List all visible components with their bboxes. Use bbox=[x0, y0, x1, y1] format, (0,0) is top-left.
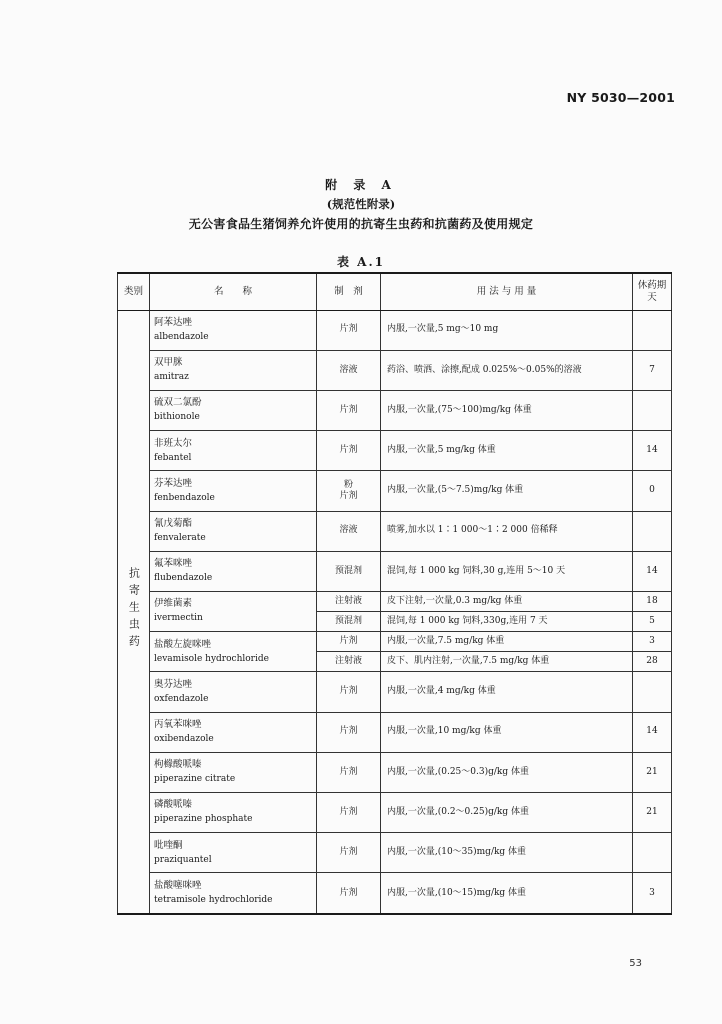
drug-name-cn: 磷酸哌嗪 bbox=[154, 799, 193, 811]
drug-name-cn: 芬苯达唑 bbox=[154, 477, 193, 489]
formulation-label: 溶液 bbox=[339, 364, 358, 375]
drug-name-cn: 枸橼酸哌嗪 bbox=[154, 759, 202, 771]
formulation-label: 片剂 bbox=[339, 636, 358, 647]
drug-name-cn: 硫双二氯酚 bbox=[154, 397, 202, 409]
drug-name-en: bithionole bbox=[154, 412, 200, 423]
formulation-cell bbox=[317, 612, 381, 632]
standard-code: NY 5030—2001 bbox=[566, 90, 675, 105]
drug-name-cell bbox=[150, 792, 317, 832]
usage-cell: 内服,一次量,10 mg/kg 体重 bbox=[381, 712, 633, 752]
formulation-cell bbox=[317, 350, 381, 390]
drug-name-cn: 盐酸左旋咪唑 bbox=[154, 638, 212, 650]
formulation-label: 片剂 bbox=[339, 766, 358, 777]
table-row bbox=[118, 431, 672, 471]
drug-name-cn: 丙氧苯咪唑 bbox=[154, 719, 202, 731]
formulation-label: 片剂 bbox=[339, 404, 358, 415]
formulation-cell bbox=[317, 471, 381, 511]
withdrawal-cell bbox=[633, 310, 672, 350]
withdrawal-cell bbox=[633, 672, 672, 712]
appendix-heading: 无公害食品生猪饲养允许使用的抗寄生虫药和抗菌药及使用规定 bbox=[188, 217, 534, 231]
drug-name-cn: 吡喹酮 bbox=[154, 839, 183, 851]
withdrawal-cell: 7 bbox=[633, 350, 672, 390]
appendix-title: 附 录 A bbox=[325, 178, 397, 192]
usage-cell: 混饲,每 1 000 kg 饲料,330g,连用 7 天 bbox=[381, 612, 633, 632]
formulation-cell bbox=[317, 310, 381, 350]
drug-name-cell bbox=[150, 833, 317, 873]
formulation-label: 片剂 bbox=[339, 847, 358, 858]
formulation-label: 注射液 bbox=[334, 595, 362, 606]
drug-name-cell bbox=[150, 390, 317, 430]
formulation-label: 注射液 bbox=[334, 656, 362, 667]
withdrawal-cell: 5 bbox=[633, 612, 672, 632]
formulation-label-2: 片剂 bbox=[339, 490, 358, 501]
table-caption: 表 A.1 bbox=[336, 255, 386, 269]
formulation-label: 溶液 bbox=[339, 525, 358, 536]
usage-cell: 内服,一次量,4 mg/kg 体重 bbox=[381, 672, 633, 712]
table-row bbox=[118, 310, 672, 350]
drug-name-cell bbox=[150, 591, 317, 631]
table-row bbox=[118, 672, 672, 712]
appendix-subtitle: (规范性附录) bbox=[326, 197, 396, 211]
drug-name-cell bbox=[150, 511, 317, 551]
drug-name-cell bbox=[150, 551, 317, 591]
table-row bbox=[118, 471, 672, 511]
usage-cell: 内服,一次量,5 mg/kg 体重 bbox=[381, 431, 633, 471]
category-cell bbox=[118, 310, 150, 914]
withdrawal-cell: 21 bbox=[633, 752, 672, 792]
drug-name-en: tetramisole hydrochloride bbox=[154, 894, 273, 905]
formulation-label: 片剂 bbox=[339, 726, 358, 737]
table-row bbox=[118, 752, 672, 792]
withdrawal-cell bbox=[633, 833, 672, 873]
drug-name-cell bbox=[150, 310, 317, 350]
table-row bbox=[118, 390, 672, 430]
drug-name-cn: 盐酸噻咪唑 bbox=[154, 880, 202, 892]
col-header-name: 名 称 bbox=[150, 273, 317, 310]
usage-cell: 皮下注射,一次量,0.3 mg/kg 体重 bbox=[381, 591, 633, 611]
formulation-cell bbox=[317, 511, 381, 551]
drug-name-en: albendazole bbox=[154, 331, 209, 342]
table-row bbox=[118, 551, 672, 591]
withdrawal-cell: 21 bbox=[633, 792, 672, 832]
drug-name-cn: 阿苯达唑 bbox=[154, 317, 193, 329]
drug-name-en: piperazine phosphate bbox=[154, 814, 253, 825]
usage-cell: 内服,一次量,(10～35)mg/kg 体重 bbox=[381, 833, 633, 873]
formulation-cell bbox=[317, 672, 381, 712]
formulation-label: 片剂 bbox=[339, 445, 358, 456]
drug-name-en: oxibendazole bbox=[154, 733, 214, 744]
drug-name-cell bbox=[150, 712, 317, 752]
usage-cell: 内服,一次量,(75～100)mg/kg 体重 bbox=[381, 390, 633, 430]
formulation-cell bbox=[317, 591, 381, 611]
usage-cell: 内服,一次量,(10～15)mg/kg 体重 bbox=[381, 873, 633, 914]
formulation-cell bbox=[317, 632, 381, 652]
drug-name-en: fenvalerate bbox=[154, 532, 206, 543]
withdrawal-cell: 14 bbox=[633, 712, 672, 752]
drug-name-cell bbox=[150, 873, 317, 914]
table-row bbox=[118, 350, 672, 390]
category-label: 抗寄生虫药 bbox=[127, 567, 141, 653]
table-row bbox=[118, 591, 672, 611]
withdrawal-cell: 14 bbox=[633, 551, 672, 591]
formulation-cell bbox=[317, 390, 381, 430]
drug-name-cell bbox=[150, 471, 317, 511]
usage-cell: 喷雾,加水以 1∶1 000～1∶2 000 倍稀释 bbox=[381, 511, 633, 551]
formulation-label: 预混剂 bbox=[334, 565, 362, 576]
usage-cell: 内服,一次量,(0.25～0.3)g/kg 体重 bbox=[381, 752, 633, 792]
table-row bbox=[118, 511, 672, 551]
usage-cell: 药浴、喷洒、涂擦,配成 0.025%～0.05%的溶液 bbox=[381, 350, 633, 390]
drug-name-cn: 氰戊菊酯 bbox=[154, 518, 193, 530]
withdrawal-cell: 28 bbox=[633, 652, 672, 672]
drug-name-en: praziquantel bbox=[154, 854, 212, 865]
drug-name-en: piperazine citrate bbox=[154, 774, 236, 785]
page-number: 53 bbox=[629, 958, 642, 969]
withdrawal-cell bbox=[633, 511, 672, 551]
drug-name-cell bbox=[150, 752, 317, 792]
formulation-cell bbox=[317, 833, 381, 873]
formulation-label: 片剂 bbox=[339, 324, 358, 335]
formulation-label: 片剂 bbox=[339, 887, 358, 898]
usage-cell: 内服,一次量,(5～7.5)mg/kg 体重 bbox=[381, 471, 633, 511]
drug-name-en: amitraz bbox=[154, 372, 189, 383]
drug-table bbox=[117, 272, 672, 915]
usage-cell: 内服,一次量,5 mg～10 mg bbox=[381, 310, 633, 350]
table-row bbox=[118, 833, 672, 873]
table-row bbox=[118, 632, 672, 652]
formulation-cell bbox=[317, 431, 381, 471]
usage-cell: 内服,一次量,(0.2～0.25)g/kg 体重 bbox=[381, 792, 633, 832]
drug-name-cn: 氟苯咪唑 bbox=[154, 558, 193, 570]
col-header-withdrawal: 休药期天 bbox=[633, 273, 672, 310]
table-row bbox=[118, 873, 672, 914]
drug-name-cn: 非班太尔 bbox=[154, 437, 193, 449]
formulation-label: 片剂 bbox=[339, 686, 358, 697]
drug-name-en: flubendazole bbox=[154, 573, 213, 584]
formulation-label: 片剂 bbox=[339, 806, 358, 817]
formulation-cell bbox=[317, 873, 381, 914]
formulation-cell bbox=[317, 792, 381, 832]
formulation-cell bbox=[317, 752, 381, 792]
withdrawal-cell: 0 bbox=[633, 471, 672, 511]
formulation-cell bbox=[317, 652, 381, 672]
withdrawal-cell: 18 bbox=[633, 591, 672, 611]
withdrawal-cell: 14 bbox=[633, 431, 672, 471]
drug-name-cn: 伊维菌素 bbox=[154, 598, 193, 610]
usage-cell: 皮下、肌内注射,一次量,7.5 mg/kg 体重 bbox=[381, 652, 633, 672]
withdrawal-cell bbox=[633, 390, 672, 430]
drug-name-cell bbox=[150, 672, 317, 712]
col-header-category: 类别 bbox=[118, 273, 150, 310]
table-header-row bbox=[118, 273, 672, 310]
usage-cell: 混饲,每 1 000 kg 饲料,30 g,连用 5～10 天 bbox=[381, 551, 633, 591]
table-row bbox=[118, 712, 672, 752]
formulation-cell bbox=[317, 712, 381, 752]
table-row bbox=[118, 792, 672, 832]
usage-cell: 内服,一次量,7.5 mg/kg 体重 bbox=[381, 632, 633, 652]
formulation-cell bbox=[317, 551, 381, 591]
formulation-label: 粉 bbox=[343, 479, 353, 490]
col-header-formulation: 制 剂 bbox=[317, 273, 381, 310]
drug-name-en: ivermectin bbox=[154, 613, 203, 624]
drug-name-cn: 双甲脒 bbox=[154, 357, 183, 369]
drug-name-cn: 奥芬达唑 bbox=[154, 678, 193, 690]
drug-name-en: oxfendazole bbox=[154, 693, 209, 704]
drug-name-cell bbox=[150, 350, 317, 390]
drug-name-en: levamisole hydrochloride bbox=[154, 653, 269, 664]
drug-name-cell bbox=[150, 431, 317, 471]
drug-name-cell bbox=[150, 632, 317, 672]
drug-name-en: fenbendazole bbox=[154, 492, 215, 503]
drug-name-en: febantel bbox=[154, 452, 192, 463]
formulation-label: 预混剂 bbox=[334, 615, 362, 626]
col-header-usage: 用 法 与 用 量 bbox=[381, 273, 633, 310]
table-body bbox=[118, 310, 672, 914]
withdrawal-cell: 3 bbox=[633, 873, 672, 914]
withdrawal-cell: 3 bbox=[633, 632, 672, 652]
